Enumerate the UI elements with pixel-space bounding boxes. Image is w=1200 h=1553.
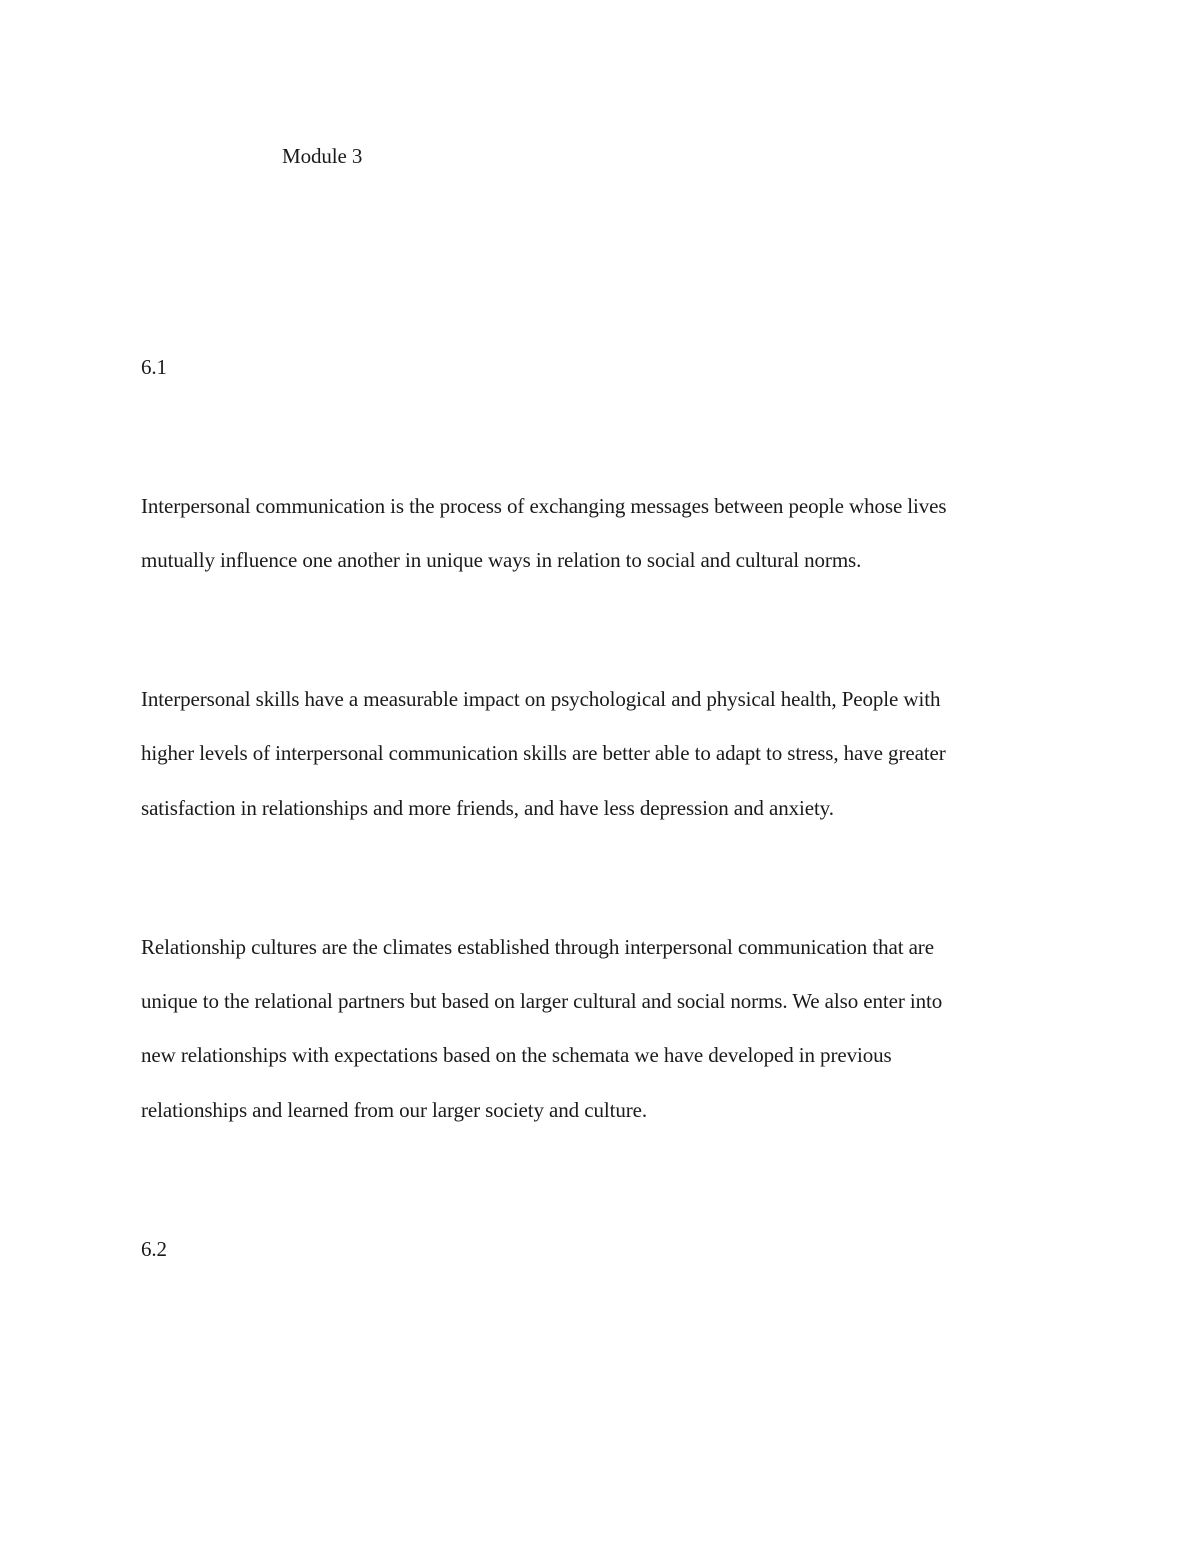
document-title: Module 3 [282,144,363,168]
paragraph-line: mutually influence one another in unique ways in relation to social and cultural norms. [141,548,862,572]
paragraph-line: relationships and learned from our larger society and culture. [141,1098,647,1122]
section-heading-6-2: 6.2 [141,1237,167,1261]
paragraph-line: satisfaction in relationships and more friends, and have less depression and anxiety. [141,796,834,820]
paragraph-line: unique to the relational partners but based on larger cultural and social norms. We also enter into [141,989,943,1013]
paragraph-line: Interpersonal skills have a measurable impact on psychological and physical health, People with [141,687,941,711]
paragraph-line: Interpersonal communication is the process of exchanging messages between people whose lives [141,494,947,518]
paragraph-line: Relationship cultures are the climates established through interpersonal communication that are [141,935,934,959]
paragraph-line: new relationships with expectations based on the schemata we have developed in previous [141,1043,892,1067]
section-heading-6-1: 6.1 [141,355,167,379]
paragraph-line: higher levels of interpersonal communication skills are better able to adapt to stress, have greater [141,741,946,765]
